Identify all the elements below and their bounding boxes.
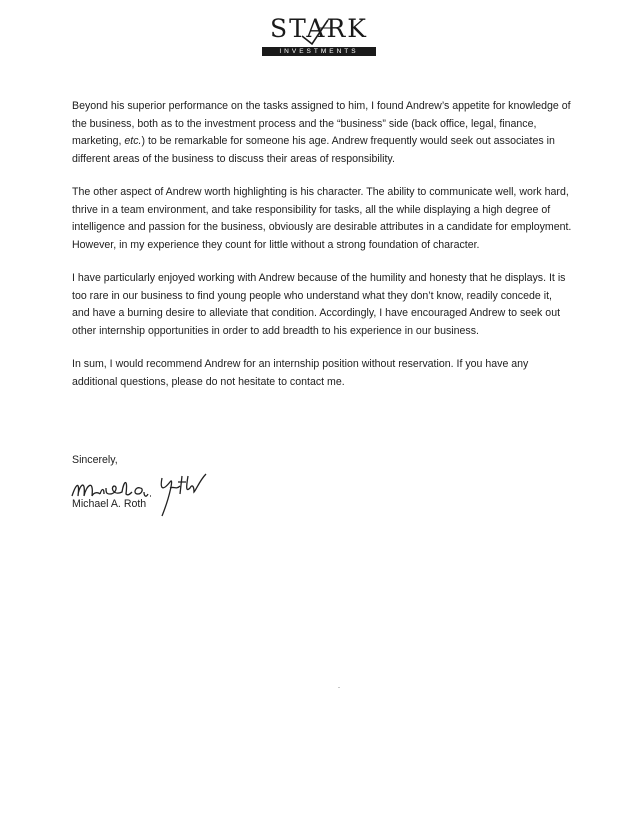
stark-investments-logo: [262, 14, 376, 60]
logo-wordmark: STARK: [270, 14, 368, 43]
paragraph-appetite-text-a: Beyond his superior performance on the tasks assigned to him, I found Andrew’s appetite for knowledge of the business, both as to the investment process and the “business” side (back office, legal, finance, marketing,: [72, 100, 571, 147]
paragraph-appetite: [72, 98, 572, 168]
letter-body: [72, 98, 572, 407]
paragraph-character: The other aspect of Andrew worth highlighting is his character. The ability to communicate well, work hard, thrive in a team environment, and take responsibility for tasks, all the while displaying a high degree of intelligence and passion for the business, obviously are desirable attributes in a candidate for employment. However, in my experience they count for little without a strong foundation of character.: [72, 186, 572, 251]
valediction: Sincerely,: [72, 454, 118, 466]
logo-subtitle: INVESTMENTS: [262, 47, 376, 56]
scan-speck: [338, 687, 340, 688]
handwritten-signature: [66, 466, 226, 522]
paragraph-recommendation: In sum, I would recommend Andrew for an internship position without reservation. If you have any additional questions, please do not hesitate to contact me.: [72, 358, 529, 388]
paragraph-humility: I have particularly enjoyed working with Andrew because of the humility and honesty that he displays. It is too rare in our business to find young people who understand what they don’t know, readily concede it, and have a burning desire to alleviate that condition. Accordingly, I have encouraged Andrew to seek out other internship opportunities in order to add breadth to his experience in our business.: [72, 272, 566, 337]
paragraph-appetite-text-b: ) to be remarkable for someone his age. Andrew frequently would seek out associates in different areas of the business to discuss their areas of responsibility.: [72, 135, 555, 165]
signer-name: Michael A. Roth: [72, 498, 147, 510]
paragraph-appetite-etc: etc.: [124, 135, 142, 147]
